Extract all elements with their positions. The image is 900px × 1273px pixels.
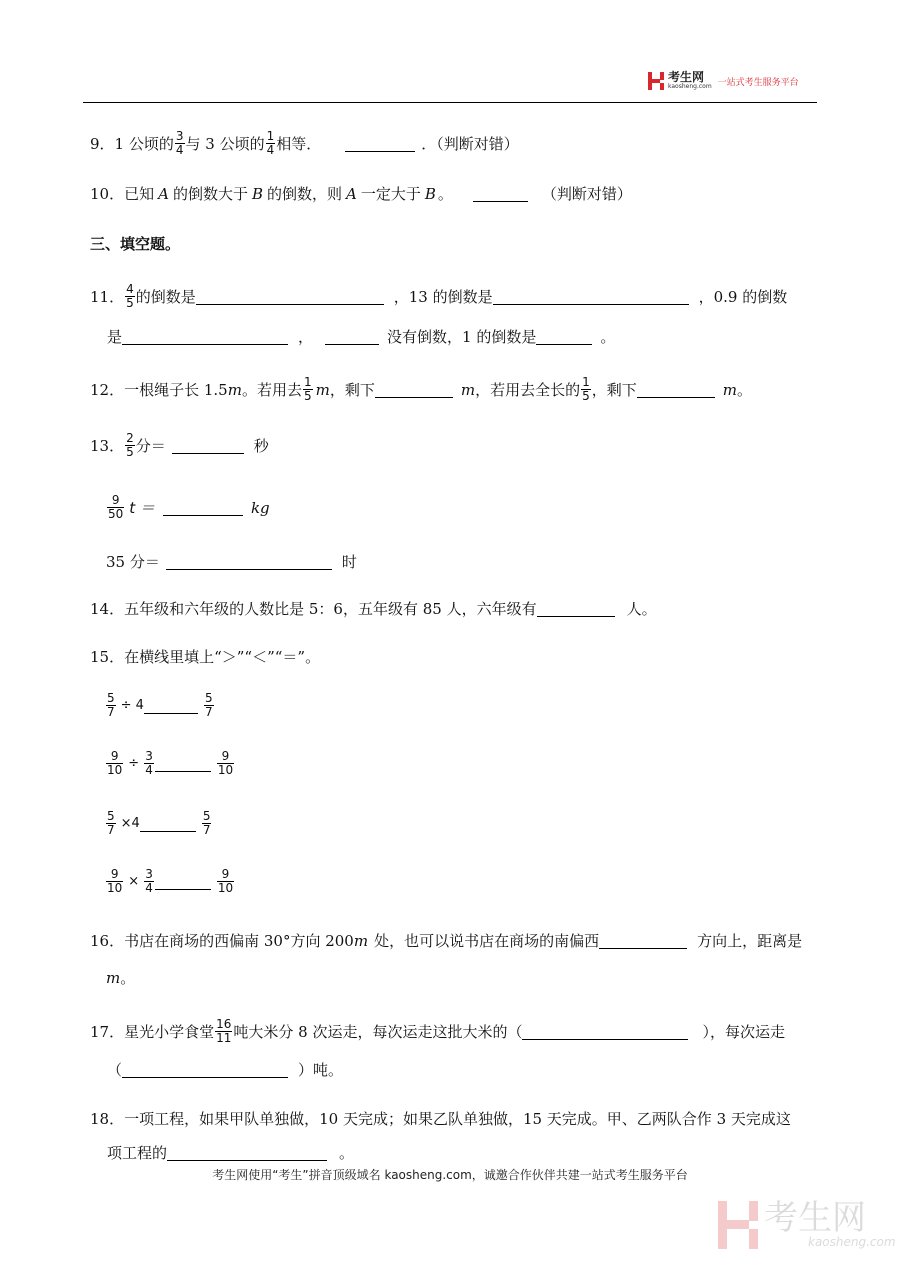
answer-blank[interactable] [144,697,198,714]
compare-row-1: $\frac{5}{7}$ ÷ 4 $\frac{5}{7}$ [107,691,213,719]
question-17: 17．星光小学食堂 $\frac{16}{11}$ 吨大米分 8 次运走，每次运走这批大米的（ ），每次运走 [90,1017,785,1045]
answer-blank[interactable] [167,1144,327,1161]
kaosheng-logo-icon [648,72,664,90]
answer-blank[interactable] [140,815,196,832]
question-17-cont: （ ）吨。 [107,1061,344,1079]
answer-blank[interactable] [122,328,288,345]
logo-url: kaosheng.com [668,83,712,90]
answer-blank[interactable] [172,437,244,454]
watermark [718,1198,896,1249]
question-15: 15．在横线里填上“＞”“＜”“＝”。 [90,648,321,666]
watermark-logo-icon [718,1201,758,1249]
fraction: $\frac{9}{10}$ [217,749,234,777]
compare-row-2: $\frac{9}{10}$ ÷ $\frac{3}{4}$ $\frac{9}{10}$ [107,749,234,777]
fraction: $\frac{1}{5}$ [582,375,590,403]
answer-blank[interactable] [537,600,615,617]
question-9: 9．1 公顷的 $\frac{3}{4}$ 与 3 公顷的 $\frac{1}{4}$ 相等． ．（判断对错） [90,129,519,157]
answer-blank[interactable] [122,1061,288,1078]
fraction: $\frac{5}{7}$ [107,691,115,719]
question-13: 13． $\frac{2}{5}$ 分＝ 秒 [90,431,269,459]
fraction: $\frac{2}{5}$ [126,431,134,459]
question-16-cont: m 。 [106,968,136,987]
question-12: 12．一根绳子长 1.5 m 。若用去 $\frac{1}{5}$ m ，剩下 m ，若用去全长的 $\frac{1}{5}$ ，剩下 m 。 [90,375,753,403]
answer-blank[interactable] [155,873,211,890]
footer-text: 考生网使用“考生”拼音顶级域名 kaosheng.com，诚邀合作伙伴共建一站式考生服务平台 [212,1168,688,1182]
answer-blank[interactable] [163,499,243,516]
question-11-cont: 是 ， 没有倒数，1 的倒数是 。 [107,328,616,346]
watermark-text: 考生网 [764,1198,866,1238]
site-logo [648,72,799,90]
answer-blank[interactable] [196,288,384,305]
fraction: $\frac{16}{11}$ [216,1017,232,1045]
answer-blank[interactable] [599,932,687,949]
fraction: $\frac{3}{4}$ [145,867,153,895]
answer-blank[interactable] [493,288,689,305]
fraction: $\frac{3}{4}$ [145,749,153,777]
answer-blank[interactable] [325,328,379,345]
fraction: $\frac{5}{7}$ [202,809,211,837]
fraction: $\frac{5}{7}$ [204,691,213,719]
answer-blank[interactable] [473,185,528,202]
section-heading: 三、填空题。 [90,235,181,253]
header-rule [83,102,817,103]
question-13-b: $\frac{9}{50}$ t ＝ kg [108,493,270,521]
fraction: $\frac{1}{4}$ [266,129,275,157]
fraction: $\frac{9}{50}$ [108,493,124,521]
fraction: $\frac{1}{5}$ [303,375,312,403]
logo-text: 考生网 [668,70,705,84]
question-18: 18．一项工程，如果甲队单独做，10 天完成；如果乙队单独做，15 天完成。甲、乙两队合作 3 天完成这 [90,1110,791,1128]
answer-blank[interactable] [522,1023,688,1040]
answer-blank[interactable] [637,381,715,398]
fraction: $\frac{4}{5}$ [126,282,134,310]
fraction: $\frac{9}{10}$ [217,867,234,895]
watermark-url: kaosheng.com [808,1235,896,1249]
question-10: 10．已知 A 的倒数大于 B 的倒数，则 A 一定大于 B 。 （判断对错） [90,184,632,203]
compare-row-3: $\frac{5}{7}$ ×4 $\frac{5}{7}$ [107,809,211,837]
header-slogan: 一站式考生服务平台 [717,77,799,88]
fraction: $\frac{9}{10}$ [107,749,123,777]
compare-row-4: $\frac{9}{10}$ × $\frac{3}{4}$ $\frac{9}{10}$ [107,867,234,895]
question-13-c: 35 分＝ 时 [106,553,357,571]
answer-blank[interactable] [375,381,453,398]
answer-blank[interactable] [536,328,592,345]
question-14: 14．五年级和六年级的人数比是 5：6，五年级有 85 人，六年级有 人。 [90,600,657,618]
fraction: $\frac{5}{7}$ [107,809,115,837]
question-11: 11． $\frac{4}{5}$ 的倒数是 ，13 的倒数是 ，0.9 的倒数 [90,282,788,310]
question-16: 16．书店在商场的西偏南 30°方向 200 m 处，也可以说书店在商场的南偏西 方向上，距离是 [90,931,803,950]
answer-blank[interactable] [166,553,332,570]
answer-blank[interactable] [345,135,415,152]
fraction: $\frac{3}{4}$ [175,129,184,157]
fraction: $\frac{9}{10}$ [107,867,123,895]
answer-blank[interactable] [155,755,211,772]
question-18-cont: 项工程的 。 [107,1144,355,1162]
